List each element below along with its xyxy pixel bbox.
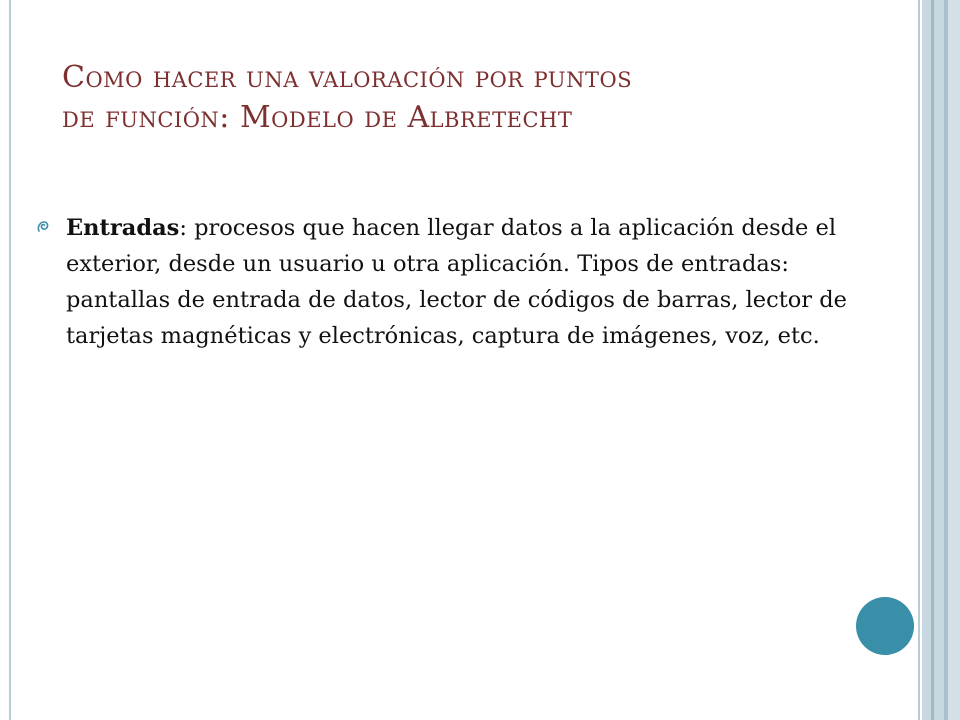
decorative-stripe (948, 0, 960, 720)
slide-frame-right (918, 0, 920, 720)
slide-title (62, 58, 902, 138)
decorative-stripe (934, 0, 944, 720)
bullet-item-entradas (36, 210, 866, 354)
bullet-icon (36, 220, 50, 234)
bullet-text (66, 210, 866, 354)
bullet-term: Entradas (66, 215, 180, 241)
bullet-description: procesos que hacen llegar datos a la aplicación desde el exterior, desde un usuario u otra aplicación. Tipos de entradas: pantallas de entrada de datos, lector de códigos de barras, lector de tarjetas magnéticas y electrónicas, captura de imágenes, voz, etc. (66, 215, 847, 349)
slide-title-line-1: Como hacer una valoración por puntos (62, 60, 633, 95)
decorative-circle (856, 597, 914, 655)
decorative-stripe (922, 0, 931, 720)
bullet-separator: : (179, 215, 195, 241)
slide-title-line-2: de función: Modelo de Albretecht (62, 100, 573, 135)
slide-frame-left (9, 0, 11, 720)
